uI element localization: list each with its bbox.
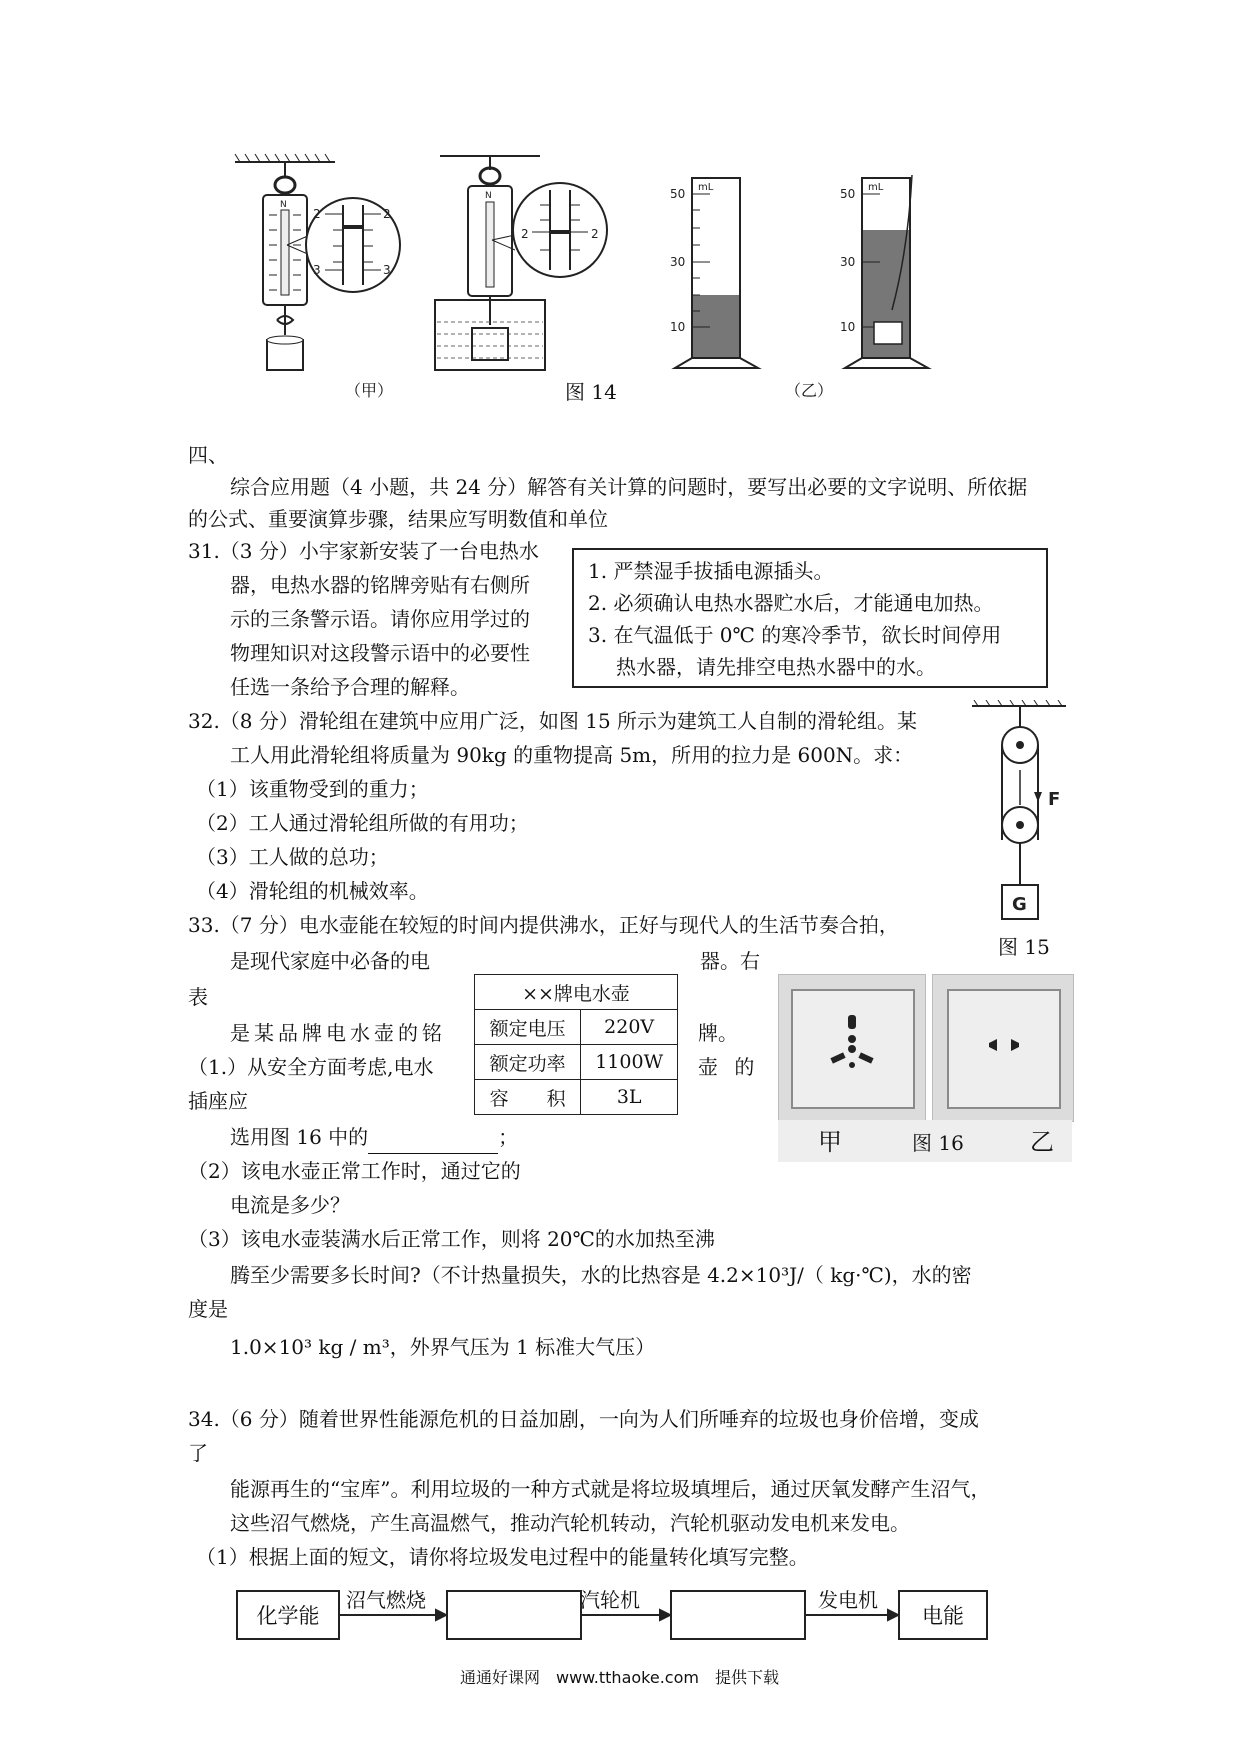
q34-line: 34.（6 分）随着世界性能源危机的日益加剧，一向为人们所唾弃的垃圾也身价倍增，变成 (188, 1407, 979, 1431)
nameplate-title: ××牌电水壶 (475, 975, 678, 1010)
zoom-label-upper: 2 (313, 207, 321, 221)
spring-scale-jia (235, 154, 400, 370)
svg-text:30: 30 (840, 255, 856, 269)
table-row (475, 1045, 678, 1080)
figure-16-label-jia: 甲 (818, 1128, 842, 1156)
q33-line: （2）该电水壶正常工作时，通过它的 (188, 1159, 521, 1183)
q33-line: 牌。 (698, 1021, 738, 1045)
nameplate-table (474, 974, 678, 1115)
force-label: F (1048, 789, 1061, 810)
q31-line: 物理知识对这段警示语中的必要性 (230, 641, 530, 665)
q31-line: 器，电热水器的铭牌旁贴有右侧所 (230, 573, 530, 597)
q33-line: 插座应 (188, 1089, 248, 1113)
svg-text:30: 30 (670, 255, 686, 269)
q31-line: 31.（3 分）小宇家新安装了一台电热水 (188, 539, 539, 563)
svg-text:mL: mL (698, 182, 714, 193)
flow-step1-label: 沼气燃烧 (346, 1588, 426, 1612)
q33-line7b: ； (498, 1125, 519, 1149)
answer-blank[interactable] (368, 1131, 498, 1154)
svg-text:mL: mL (868, 182, 884, 193)
nameplate-label: 额定功率 (475, 1045, 581, 1080)
svg-text:2: 2 (591, 227, 599, 241)
q33-line: （3）该电水壶装满水后正常工作，则将 20℃的水加热至沸 (188, 1227, 715, 1251)
q32-line: （3）工人做的总功； (196, 845, 389, 869)
nameplate-value: 3L (581, 1080, 678, 1115)
figure-16-caption: 图 16 (912, 1131, 964, 1155)
svg-text:3: 3 (383, 263, 391, 277)
table-row (475, 1010, 678, 1045)
q33-line7a: 选用图 16 中的 (230, 1125, 369, 1149)
svg-text:50: 50 (840, 187, 856, 201)
q34-line: 了 (188, 1441, 208, 1465)
socket-yi (932, 974, 1074, 1122)
flow-step3-label: 发电机 (818, 1588, 878, 1612)
q33-line: 33.（7 分）电水壶能在较短的时间内提供沸水，正好与现代人的生活节奏合拍， (188, 913, 899, 937)
svg-text:10: 10 (670, 320, 686, 334)
figure-14-drawing (225, 150, 985, 410)
figure-14-label-jia: （甲） (345, 381, 394, 400)
q33-line: 器。右 (700, 949, 760, 973)
section-intro: 综合应用题（4 小题，共 24 分）解答有关计算的问题时，要写出必要的文字说明、所依据 (230, 475, 1028, 499)
warning-2: 2. 必须确认电热水器贮水后，才能通电加热。 (588, 591, 994, 615)
figure-15-caption: 图 15 (998, 935, 1050, 959)
q32-line: 工人用此滑轮组将质量为 90kg 的重物提高 5m，所用的拉力是 600N。求： (230, 743, 914, 767)
table-row (475, 1080, 678, 1115)
svg-text:50: 50 (670, 187, 686, 201)
socket-jia (778, 974, 926, 1122)
pulley-diagram (970, 700, 1070, 930)
nameplate-value: 1100W (581, 1045, 678, 1080)
q33-line: 是现代家庭中必备的电 (230, 949, 430, 973)
figure-14-caption: 图 14 (565, 380, 617, 404)
three-pin-socket-icon (793, 991, 913, 1107)
graduated-cylinder-2 (840, 175, 928, 368)
warning-box (572, 548, 1048, 688)
spring-scale-in-water (435, 156, 607, 370)
flow-end-box: 电能 (898, 1590, 988, 1640)
q31-line: 示的三条警示语。请你应用学过的 (230, 607, 530, 631)
figure-14-label-yi: （乙） (785, 381, 834, 400)
svg-text:2: 2 (383, 207, 391, 221)
q33-line-blank (230, 1120, 518, 1154)
figure-16-label-yi: 乙 (1030, 1128, 1054, 1156)
svg-text:N: N (280, 200, 287, 210)
flow-start-box: 化学能 (236, 1590, 340, 1640)
section-intro-2: 的公式、重要演算步骤，结果应写明数值和单位 (188, 507, 608, 531)
svg-text:N: N (485, 191, 492, 201)
q33-line: 1.0×10³ kg / m³，外界气压为 1 标准大气压） (230, 1335, 656, 1359)
q33-line: （1.）从安全方面考虑,电水 (188, 1055, 434, 1079)
nameplate-title-row (475, 975, 678, 1010)
flow-step2-label: 汽轮机 (580, 1588, 640, 1612)
q33-line: 电流是多少？ (230, 1193, 350, 1217)
figure-14 (225, 150, 985, 410)
q34-line: 能源再生的“宝库”。利用垃圾的一种方式就是将垃圾填埋后，通过厌氧发酵产生沼气， (230, 1477, 991, 1501)
q32-line: 32.（8 分）滑轮组在建筑中应用广泛，如图 15 所示为建筑工人自制的滑轮组。某 (188, 709, 918, 733)
nameplate-value: 220V (581, 1010, 678, 1045)
q33-line: 度是 (188, 1297, 228, 1321)
q32-line: （1）该重物受到的重力； (196, 777, 429, 801)
q32-line: （4）滑轮组的机械效率。 (196, 879, 429, 903)
warning-3-cont: 热水器，请先排空电热水器中的水。 (616, 655, 936, 679)
page-footer: 通通好课网 www.tthaoke.com 提供下载 (460, 1668, 779, 1687)
nameplate-label: 额定电压 (475, 1010, 581, 1045)
two-pin-socket-icon (949, 991, 1059, 1107)
q33-line: 表 (188, 985, 208, 1009)
zoom-label-lower: 3 (313, 263, 321, 277)
q33-line: 壶 的 (698, 1055, 755, 1079)
q32-line: （2）工人通过滑轮组所做的有用功； (196, 811, 529, 835)
svg-text:10: 10 (840, 320, 856, 334)
warning-1: 1. 严禁湿手拔插电源插头。 (588, 559, 834, 583)
q33-line: 腾至少需要多长时间?（不计热量损失，水的比热容是 4.2×10³J/（ kg·℃)，水的密 (230, 1263, 972, 1287)
q33-line: 是某品牌电水壶的铭 (230, 1021, 446, 1045)
section-number: 四、 (188, 443, 228, 467)
q34-line: （1）根据上面的短文，请你将垃圾发电过程中的能量转化填写完整。 (196, 1545, 809, 1569)
q34-line: 这些沼气燃烧，产生高温燃气，推动汽轮机转动，汽轮机驱动发电机来发电。 (230, 1511, 910, 1535)
load-label: G (1012, 894, 1027, 915)
q31-line: 任选一条给予合理的解释。 (230, 675, 470, 699)
graduated-cylinder-1 (670, 178, 758, 368)
svg-text:2: 2 (521, 227, 529, 241)
nameplate-label: 容 积 (475, 1080, 581, 1115)
warning-3: 3. 在气温低于 0℃ 的寒冷季节，欲长时间停用 (588, 623, 1002, 647)
